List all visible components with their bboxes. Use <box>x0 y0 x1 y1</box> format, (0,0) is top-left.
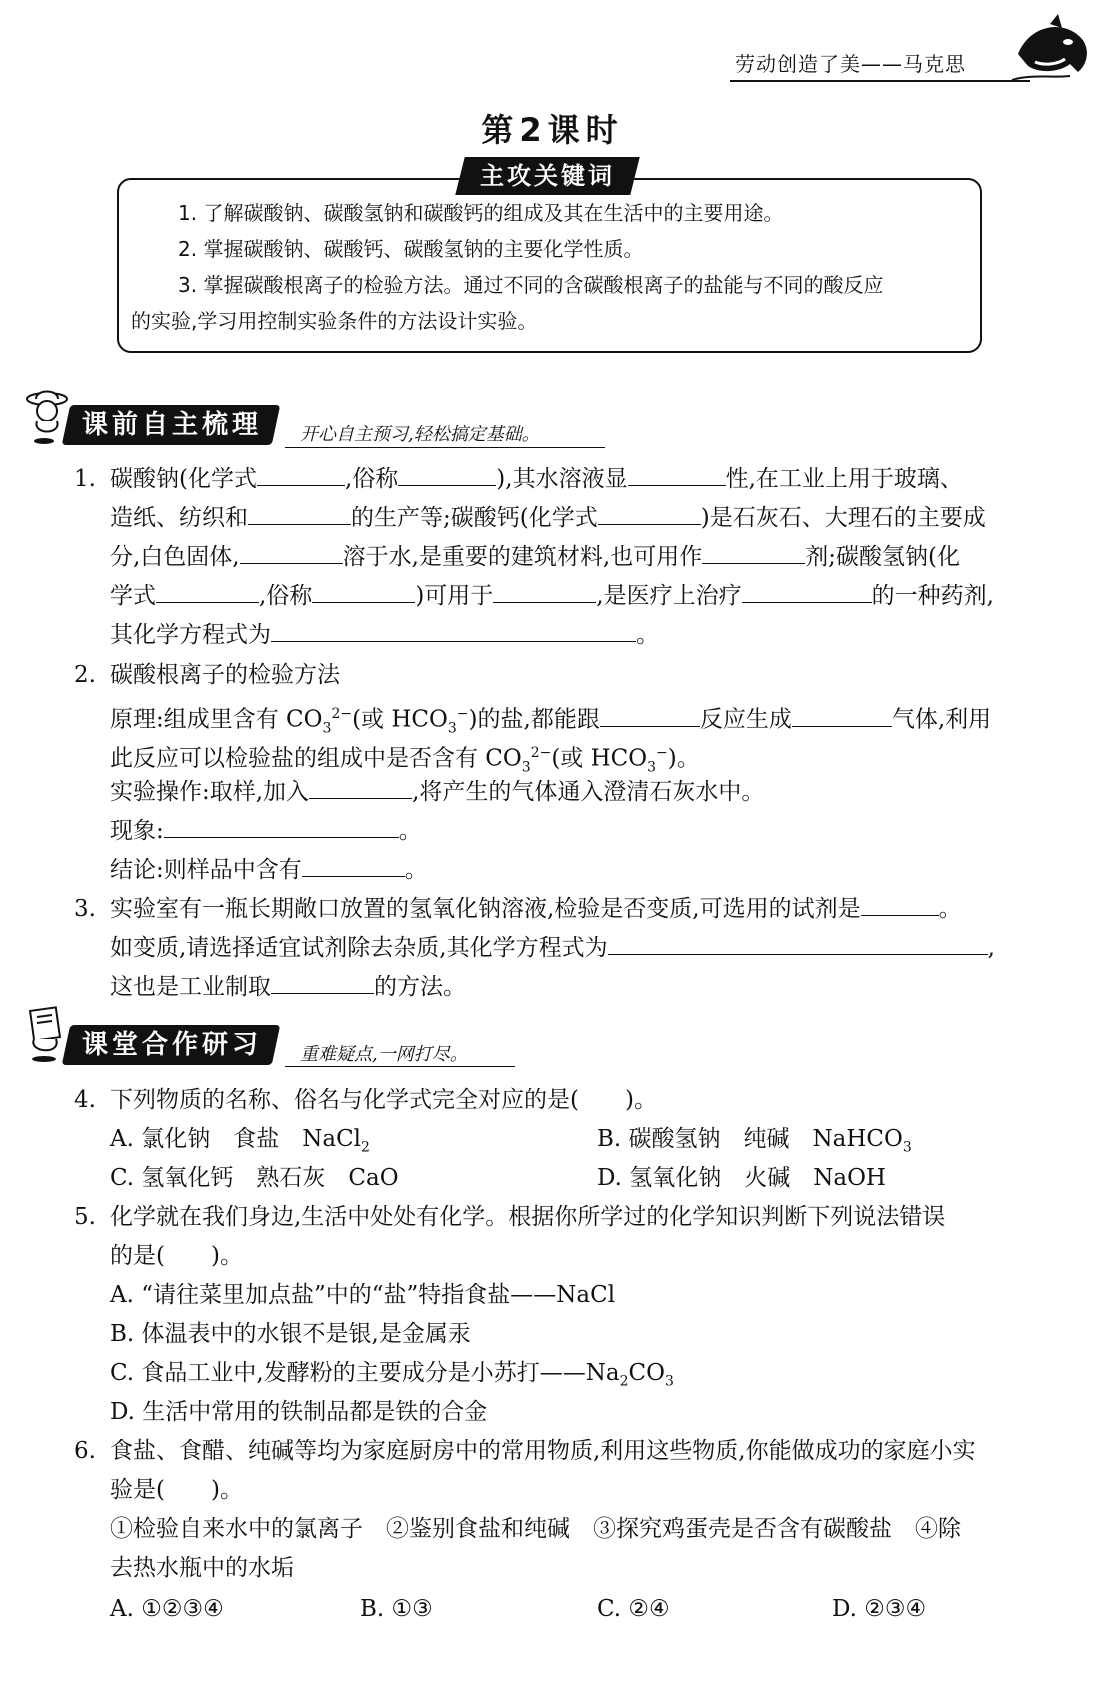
q2-line-2: 原理:组成里含有 $CO_3^{2-}$(或 $HCO_3^-$)的盐,都能跟 反应生成 气体,利用 <box>110 695 991 747</box>
section1-rule <box>285 447 605 448</box>
key-points-banner: 主攻关键词 <box>480 162 615 190</box>
section2-title: 课堂合作研习 <box>81 1030 262 1060</box>
q5-line-2: 的是( )。 <box>110 1243 243 1269</box>
section1-subtitle: 开心自主预习,轻松搞定基础。 <box>300 424 540 445</box>
q4-option-a: A. 氯化钠 食盐 NaCl$_2$ <box>110 1126 370 1156</box>
q1-line-4: 学式 ,俗称 )可用于 ,是医疗上治疗 的一种药剂, <box>110 577 994 615</box>
q4-option-c: C. 氢氧化钙 熟石灰 CaO <box>110 1165 399 1191</box>
q5-option-a: A. “请往菜里加点盐”中的“盐”特指食盐——NaCl <box>110 1282 616 1308</box>
q1-line-5: 其化学方程式为 。 <box>110 616 659 654</box>
q5-option-c: C. 食品工业中,发酵粉的主要成分是小苏打$——Na_2CO_3$ <box>110 1360 674 1390</box>
q6-option-c: C. ②④ <box>597 1596 670 1622</box>
orca-logo-icon <box>1010 14 1095 84</box>
q5-number: 5. <box>74 1204 96 1230</box>
q4-stem: 下列物质的名称、俗名与化学式完全对应的是( )。 <box>110 1087 657 1113</box>
q3-line-1: 实验室有一瓶长期敞口放置的氢氧化钠溶液,检验是否变质,可选用的试剂是 。 <box>110 890 962 928</box>
key-point-3-cont: 的实验,学习用控制实验条件的方法设计实验。 <box>131 309 538 333</box>
q6-option-b: B. ①③ <box>360 1596 433 1622</box>
q2-line-6: 结论:则样品中含有 。 <box>110 851 428 889</box>
q2-number: 2. <box>74 662 96 688</box>
q5-line-1: 化学就在我们身边,生活中处处有化学。根据你所学过的化学知识判断下列说法错误 <box>110 1204 946 1230</box>
q6-option-a: A. ①②③④ <box>110 1596 224 1622</box>
q3-line-3: 这也是工业制取 的方法。 <box>110 968 466 1006</box>
section2-subtitle: 重难疑点,一网打尽。 <box>300 1044 468 1065</box>
header-rule <box>730 80 1030 82</box>
q6-line-4: 去热水瓶中的水垢 <box>110 1555 294 1581</box>
q1-line-2: 造纸、纺织和 的生产等;碳酸钙(化学式 )是石灰石、大理石的主要成 <box>110 499 986 537</box>
page-title: 第2课时 <box>481 111 624 149</box>
q5-option-d: D. 生活中常用的铁制品都是铁的合金 <box>110 1399 488 1425</box>
q1-line-3: 分,白色固体, 溶于水,是重要的建筑材料,也可用作 剂;碳酸氢钠(化 <box>110 538 960 576</box>
q6-line-3: ①检验自来水中的氯离子 ②鉴别食盐和纯碱 ③探究鸡蛋壳是否含有碳酸盐 ④除 <box>110 1516 961 1542</box>
q6-number: 6. <box>74 1438 96 1464</box>
section2-rule <box>285 1066 515 1067</box>
key-point-3: 3. 掌握碳酸根离子的检验方法。通过不同的含碳酸根离子的盐能与不同的酸反应 <box>178 273 884 297</box>
section1-title: 课前自主梳理 <box>81 410 262 440</box>
q4-option-b: B. 碳酸氢钠 纯碱 NaHCO$_3$ <box>597 1126 912 1156</box>
q2-line-3: 此反应可以检验盐的组成中是否含有 $CO_3^{2-}$(或 $HCO_3^-$)。 <box>110 745 700 776</box>
q2-line-4: 实验操作:取样,加入 ,将产生的气体通入澄清石灰水中。 <box>110 773 764 811</box>
header-motto: 劳动创造了美——马克思 <box>735 52 966 76</box>
q1-line-1: 碳酸钠(化学式 ,俗称 ),其水溶液显 性,在工业上用于玻璃、 <box>110 460 963 498</box>
q3-number: 3. <box>74 896 96 922</box>
q3-line-2: 如变质,请选择适宜试剂除去杂质,其化学方程式为 , <box>110 929 995 967</box>
q2-line-5: 现象: 。 <box>110 812 422 850</box>
q4-number: 4. <box>74 1087 96 1113</box>
q4-option-d: D. 氢氧化钠 火碱 NaOH <box>597 1165 886 1191</box>
q6-line-2: 验是( )。 <box>110 1477 243 1503</box>
q2-line-1: 碳酸根离子的检验方法 <box>110 662 340 688</box>
q1-number: 1. <box>74 466 96 492</box>
q6-line-1: 食盐、食醋、纯碱等均为家庭厨房中的常用物质,利用这些物质,你能做成功的家庭小实 <box>110 1438 976 1464</box>
key-point-1: 1. 了解碳酸钠、碳酸氢钠和碳酸钙的组成及其在生活中的主要用途。 <box>178 201 784 225</box>
q5-option-b: B. 体温表中的水银不是银,是金属汞 <box>110 1321 471 1347</box>
q6-option-d: D. ②③④ <box>832 1596 927 1622</box>
key-point-2: 2. 掌握碳酸钠、碳酸钙、碳酸氢钠的主要化学性质。 <box>178 237 644 261</box>
